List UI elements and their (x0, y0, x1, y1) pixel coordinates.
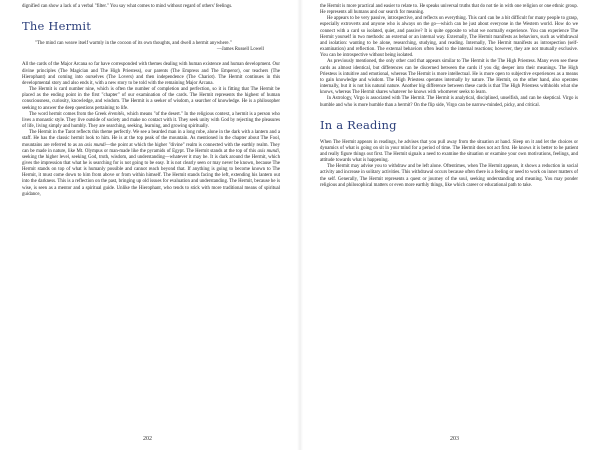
paragraph: In Astrology, Virgo is associated with The Hermit. The Hermit is analytical, disciplined, unselfish, and can be skeptical. Virgo is humble and who is more humble than a hermit? On the flip side, Virgo can be narrow-minded, picky, and critical. (320, 96, 578, 108)
paragraph: When The Hermit appears in readings, he advises that you pull away from the situation at hand. Sleep on it and let the choices or dynamics of what is going on sit in your mind for a period of time. The Hermit does not act first. He knows it is better to be patient and really figure things out first. The Hermit signals a need to examine the situation or examine your own motivations, feelings, and attitude towards what is happening. (320, 139, 578, 164)
epigraph-text: "The mind can weave itself warmly in the cocoon of its own thoughts, and dwell a hermit anywhere." (35, 41, 232, 47)
right-opening-paragraph: the Hermit is more practical and easier to relate to. He speaks universal truths that do not tie in with one religion or one ethnic group. He represents all humans and our search for meaning. (320, 4, 578, 16)
paragraph: The Hermit may advise you to withdraw and be left alone. Oftentimes, when The Hermit appears, it shows a reduction in social activity and increase in solitary activities. This withdrawal occurs because often there is a feeling or need to work on inner matters of the self. Generally, The Hermit represents a quest or journey of the soul, seeking understanding and meaning. You may ponder religious and philosophical matters or even more earthly things, like which career or educational path to take. (320, 164, 578, 188)
right-text-column (320, 4, 578, 189)
section-heading-in-a-reading: In a Reading (320, 117, 397, 132)
left-text-column (22, 4, 280, 198)
page-number-left: 202 (143, 436, 152, 442)
paragraph: The Hermit in the Tarot reflects this theme perfectly. We see a bearded man in a long robe, alone in the dark with a lantern and a staff. He has the classic hermit look to him. He is at the top peak of the mountain. As mentioned in the chapter about The Fool, mountains are referred to as an axis mundi—the point at which the higher "divine" realm is connected with the earthly realm. They can be made in nature, like Mt. Olympus or man-made like the pyramids of Egypt. The Hermit stands at the top of this axis mundi, seeking the higher level, seeking God, truth, wisdom, and understanding—whatever it may be. It is dark around the Hermit, which gives the impression that what he is searching for is not going to be easy. It is not clearly seen or may never be known, because The Hermit stands on top of what is humanly possible and cannot reach beyond that. If anything is going to become known to The Hermit, it must come down to him from above or from within himself. The Hermit stands facing the left, extending his lantern out into the darkness. This is a reflection on the past, bringing up old issues for evaluation and understanding. The Hermit, because he is wise, is seen as a mentor and a spiritual guide. Unlike the Hierophant, who tends to stick with more traditional means of spiritual guidance, (22, 130, 281, 197)
paragraph: The word hermit comes from the Greek éremitēs, which means "of the desert." In the religious context, a hermit is a person who lives a monastic style. They live outside of society and make no contact with it. They seek unity with God by rejecting the pleasures of life, living simply and humbly. They are searching, seeking, learning, and growing spiritually. (22, 111, 280, 130)
page-number-right: 203 (450, 436, 459, 442)
latin-term: axis mundi (84, 142, 106, 148)
paragraph: The Hermit is card number nine, which is often the number of completion and perfection, so it is fitting that The Hermit be placed as the ending point in the first "chapter" of our examination of the cards. The Hermit represents the highest of human consciousness, curiosity, knowledge, and wisdom. The Hermit is a seeker of wisdom, a searcher of knowledge. He is a philosopher seeking to answer the deep questions pertaining to life. (22, 87, 280, 111)
greek-term: éremitēs (107, 111, 125, 117)
section-heading-the-hermit: The Hermit (22, 19, 92, 34)
epigraph (28, 41, 264, 53)
paragraph: He appears to be very passive, introspective, and reflects on everything. This card can be a bit difficult for many people to grasp, especially extroverts and anyone who is always on the go—which can be just about everyone in the Western world. How do we connect with a card so isolated, quiet, and passive? It is quite opposite to what we normally experience. You can experience The Hermit yourself in two methods: an external or an internal way. Externally, The Hermit manifests as behaviors, such as withdrawal and isolation: wanting to be alone, researching, studying, and reading. Internally, The Hermit manifests as introspection (self-examination) and reflection. The external behaviors often lead to the internal reactions; however, they are not mutually exclusive. You can be introspective without being isolated. (320, 16, 578, 59)
left-opening-paragraph: dignified can show a lack of a verbal "filter." You say what comes to mind without regard of others' feelings. (22, 4, 233, 9)
latin-term: axis mundi (257, 148, 279, 154)
paragraph: As previously mentioned, the only other card that appears similar to The Hermit is the The High Priestess. Many even see these cards as almost identical, but differences can be discerned between the cards if you dig deeper into their meanings. The High Priestess is intuitive and emotional, whereas The Hermit is more intellectual. He is more open to subjective experiences as a means to gain knowledge and wisdom. The High Priestess operates internally by nature. The Hermit, on the other hand, also operates internally, but it is not his natural nature. Another big difference between these cards is that The High Priestess withholds what she knows, whereas The Hermit shares whatever he knows with whomever seeks to learn. (320, 59, 578, 96)
paragraph: All the cards of the Major Arcana so far have corresponded with themes dealing with human existence and human development. Our divine principles (The Magician and The High Priestess), our parents (The Empress and The Emperor), our teachers (The Hierophant) and coming into ourselves (The Lovers) and then independence (The Chariot). The Hermit continues in this developmental story and also ends it, with a new story to be told with the remaining Major Arcana. (22, 62, 280, 86)
epigraph-attribution: —James Russell Lowell (216, 47, 264, 53)
right-page (300, 0, 600, 450)
